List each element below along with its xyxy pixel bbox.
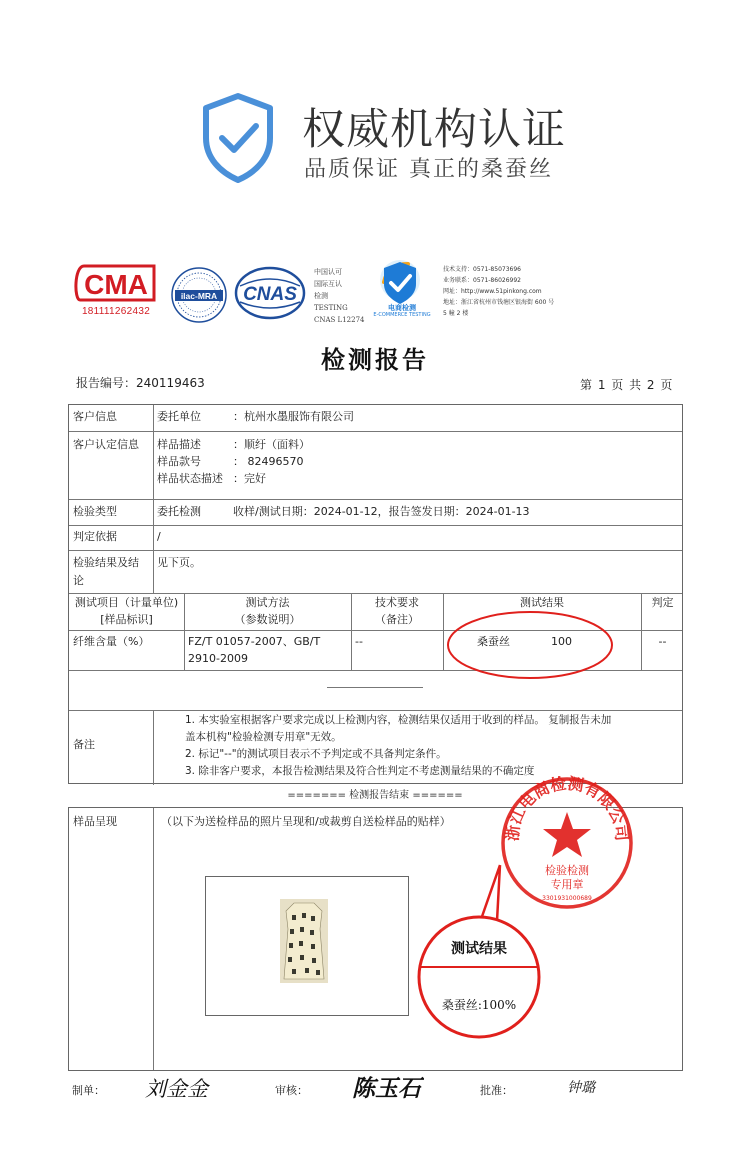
report-number [76, 374, 205, 391]
note-1: 1. 本实验室根据客户要求完成以上检测内容，检测结果仅适用于收到的样品。 复制报告未加 [185, 714, 612, 726]
ilac-mra-logo [170, 266, 228, 324]
inspect-type-value: 委托检测 [157, 505, 201, 518]
official-seal-stamp [498, 774, 636, 912]
cma-mark: CMA [84, 269, 148, 300]
reviewer-signature [352, 1070, 424, 1104]
basis-label: 判定依据 [73, 530, 117, 543]
callout-result: 桑蚕丝:100% [441, 998, 517, 1012]
report-title: 检测报告 [321, 345, 429, 374]
note-3: 3. 除非客户要求，本报告检测结果及符合性判定不考虑测量结果的不确定度 [185, 765, 535, 777]
col-result-header: 测试结果 [520, 596, 564, 609]
row-item: 纤维含量（%） [73, 635, 150, 648]
contact-line: 业务联系：0571-86026992 [443, 277, 521, 284]
report-table [68, 404, 683, 784]
contact-line: 网址：http://www.51pinkong.com [443, 288, 542, 295]
cma-logo [70, 262, 162, 322]
note-1-cont: 盖本机构"检验检测专用章"无效。 [185, 731, 342, 743]
sample-state-value: ：完好 [233, 472, 266, 485]
client-unit-value: ：杭州水墨服饰有限公司 [233, 410, 354, 423]
sample-no-value: ： 82496570 [233, 455, 304, 468]
sample-no-label: 样品款号 [157, 455, 201, 468]
cnas-line: 检测 [314, 292, 328, 300]
ecom-label-en: E-COMMERCE TESTING [373, 312, 431, 318]
cma-number: 181111262432 [81, 306, 151, 317]
sample-garment-image [280, 899, 328, 983]
inspect-type-label: 检验类型 [73, 505, 117, 518]
reviewer-signature-text: 陈玉石 [352, 1075, 421, 1102]
result-callout-bubble [417, 915, 541, 1039]
shield-check-icon [200, 92, 276, 184]
sample-label: 样品呈现 [73, 815, 117, 828]
contact-info [443, 264, 593, 319]
ecom-label: 电商检测 [388, 304, 416, 312]
col-item-header: 测试项目（计量单位) [74, 596, 179, 609]
contact-line: 5 幢 2 楼 [443, 310, 469, 317]
client-confirm-label: 客户认定信息 [73, 438, 139, 451]
header-subtitle: 品质保证 真正的桑蚕丝 [304, 157, 553, 182]
maker-signature [145, 1074, 217, 1102]
row-judge: -- [658, 635, 667, 648]
stamp-arc-text: 浙江电商检测有限公司 [502, 774, 632, 842]
ilac-text: ilac-MRA [180, 291, 218, 301]
header-title: 权威机构认证 [302, 105, 566, 155]
col-judge-header: 判定 [651, 596, 674, 609]
cnas-line: CNAS L12274 [314, 316, 365, 324]
client-unit-label: 委托单位 [157, 410, 201, 423]
col-req-header: 技术要求 [375, 596, 419, 609]
col-req-header-2: （备注） [375, 613, 419, 626]
report-number-label: 报告编号： [76, 376, 137, 390]
cnas-logo [234, 266, 306, 320]
row-requirement: -- [355, 635, 363, 648]
client-info-label: 客户信息 [73, 410, 117, 423]
contact-line: 地址：浙江省杭州市钱塘区银海街 600 号 [443, 299, 555, 306]
row-method-2: 2910-2009 [188, 652, 248, 665]
cnas-line: 中国认可 [314, 268, 342, 276]
sample-desc-label: 样品描述 [157, 438, 201, 451]
maker-signature-text: 刘金金 [145, 1077, 208, 1101]
approver-signature [567, 1076, 619, 1098]
sample-desc-value: ：顺纡（面料） [233, 438, 310, 451]
contact-line: 技术支持：0571-85073696 [443, 266, 521, 273]
row-result-value: 100 [551, 635, 572, 648]
conclusion-label-2: 论 [73, 574, 84, 587]
cnas-line: TESTING [314, 304, 348, 312]
report-end-marker: ======= 检测报告结束 ====== [287, 790, 463, 801]
report-number-value: 240119463 [136, 376, 205, 390]
stamp-line-2: 专用章 [550, 878, 584, 891]
maker-label: 制单： [72, 1084, 105, 1097]
sample-caption: （以下为送检样品的照片呈现和/或裁剪自送检样品的贴样） [161, 815, 451, 828]
basis-value: / [157, 530, 161, 543]
approver-label: 批准： [480, 1084, 513, 1097]
notes-label: 备注 [73, 738, 95, 751]
cnas-line: 国际互认 [314, 280, 342, 288]
col-method-header-2: （参数说明） [234, 613, 301, 626]
conclusion-label: 检验结果及结 [73, 556, 139, 569]
dates-value: 收样/测试日期：2024-01-12，报告签发日期：2024-01-13 [233, 505, 530, 518]
stamp-line-1: 检验检测 [545, 864, 589, 877]
reviewer-label: 审核： [275, 1084, 308, 1097]
result-highlight-ellipse [445, 609, 615, 681]
callout-title: 测试结果 [451, 941, 507, 957]
conclusion-value: 见下页。 [157, 556, 201, 569]
row-result-name: 桑蚕丝 [477, 635, 510, 648]
row-method: FZ/T 01057-2007、GB/T [188, 635, 321, 648]
col-method-header: 测试方法 [245, 596, 290, 609]
stamp-serial: 3301931000689 [542, 895, 592, 902]
page-indicator: 第 1 页 共 2 页 [580, 378, 674, 392]
note-2: 2. 标记"--"的测试项目表示不予判定或不具备判定条件。 [185, 748, 447, 760]
col-item-header-2: [样品标识] [100, 613, 153, 626]
cnas-text: CNAS [243, 284, 297, 305]
sample-state-label: 样品状态描述 [157, 472, 223, 485]
approver-signature-text: 钟璐 [567, 1080, 595, 1096]
